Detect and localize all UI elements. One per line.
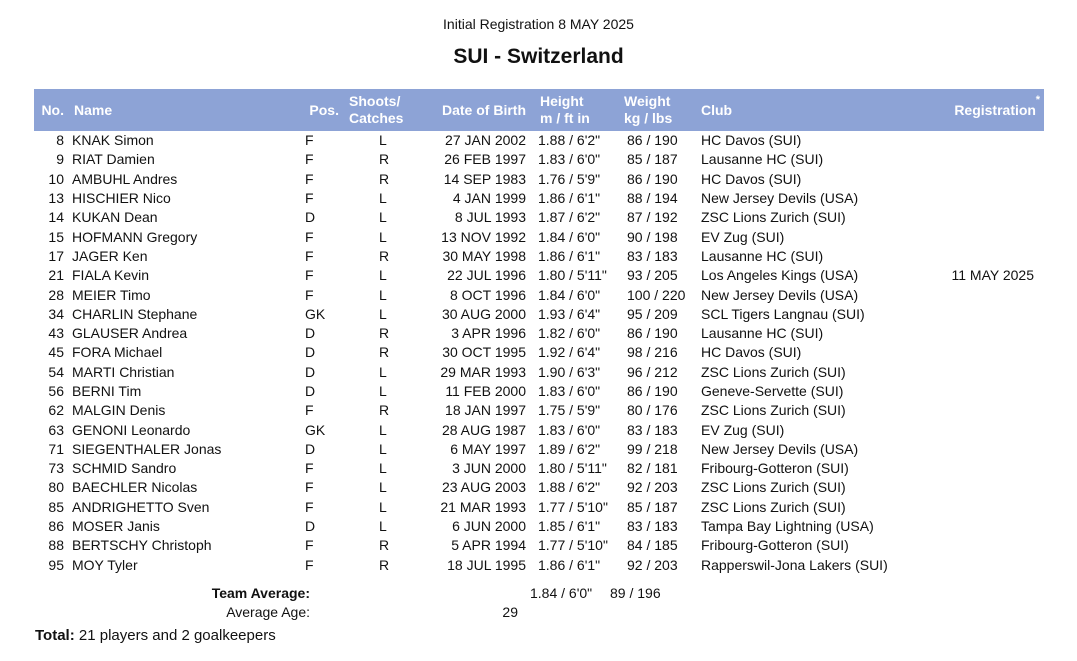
player-club: ZSC Lions Zurich (SUI) (701, 363, 846, 380)
player-shoots: L (379, 518, 387, 535)
column-header-weight (619, 89, 695, 131)
player-position: F (305, 402, 314, 419)
player-height: 1.86 / 6'1" (538, 556, 601, 573)
player-name: SCHMID Sandro (72, 460, 177, 477)
player-registration (935, 285, 1044, 304)
player-position: D (305, 344, 316, 361)
player-position: F (305, 479, 314, 496)
player-height: 1.85 / 6'1" (538, 518, 601, 535)
total-text: 21 players and 2 goalkeepers (74, 627, 276, 644)
height-label: Height (540, 93, 584, 109)
player-shoots: R (379, 402, 390, 419)
player-number: 14 (48, 209, 64, 226)
player-height: 1.88 / 6'2" (538, 132, 601, 149)
player-height: 1.87 / 6'2" (538, 209, 601, 226)
player-club: HC Davos (SUI) (701, 170, 802, 187)
player-date-of-birth: 22 JUL 1996 (447, 267, 526, 284)
player-name: CHARLIN Stephane (72, 305, 198, 322)
player-date-of-birth: 6 MAY 1997 (450, 440, 526, 457)
average-age-value: 29 (502, 604, 518, 620)
player-name: KNAK Simon (72, 132, 154, 149)
player-number: 28 (48, 286, 64, 303)
total-line (35, 627, 276, 644)
player-registration (935, 324, 1044, 343)
player-number: 54 (48, 363, 64, 380)
player-weight: 88 / 194 (627, 190, 678, 207)
player-date-of-birth: 13 NOV 1992 (441, 228, 526, 245)
player-position: F (305, 286, 314, 303)
player-club: New Jersey Devils (USA) (701, 286, 859, 303)
player-club: Los Angeles Kings (USA) (701, 267, 859, 284)
player-height: 1.80 / 5'11" (538, 460, 607, 477)
player-date-of-birth: 18 JAN 1997 (445, 402, 526, 419)
player-registration (935, 536, 1044, 555)
player-name: MOSER Janis (72, 518, 160, 535)
player-name: GLAUSER Andrea (72, 325, 188, 342)
player-registration: 11 MAY 2025 (951, 267, 1034, 284)
table-row (34, 401, 1044, 420)
player-height: 1.76 / 5'9" (538, 170, 601, 187)
player-name: RIAT Damien (72, 151, 155, 168)
player-date-of-birth: 6 JUN 2000 (452, 518, 526, 535)
player-height: 1.75 / 5'9" (538, 402, 601, 419)
player-weight: 86 / 190 (627, 383, 678, 399)
player-shoots: L (379, 383, 387, 399)
player-name: BERNI Tim (72, 383, 142, 399)
player-shoots: R (379, 537, 390, 554)
player-weight: 85 / 187 (627, 498, 678, 515)
player-shoots: R (379, 247, 390, 264)
player-position: GK (305, 305, 326, 322)
player-height: 1.90 / 6'3" (538, 363, 601, 380)
player-club: New Jersey Devils (USA) (701, 190, 859, 207)
player-club: Fribourg-Gotteron (SUI) (701, 460, 849, 477)
player-shoots: R (379, 170, 390, 187)
player-registration (935, 459, 1044, 478)
player-name: AMBUHL Andres (72, 170, 178, 187)
player-date-of-birth: 30 OCT 1995 (442, 344, 526, 361)
player-weight: 85 / 187 (627, 151, 678, 168)
player-registration (935, 498, 1044, 517)
player-position: D (305, 363, 316, 380)
player-position: F (305, 190, 314, 207)
column-header-name: Name (74, 101, 113, 118)
player-date-of-birth: 28 AUG 1987 (441, 421, 526, 438)
catches-label: Catches (349, 110, 404, 126)
player-club: Lausanne HC (SUI) (701, 247, 824, 264)
player-weight: 83 / 183 (627, 247, 678, 264)
player-weight: 83 / 183 (627, 518, 678, 535)
player-shoots: R (379, 151, 390, 168)
roster-table (34, 89, 1044, 575)
player-number: 8 (56, 132, 64, 149)
total-label: Total: (35, 627, 75, 644)
weight-units: kg / lbs (624, 110, 673, 126)
player-number: 80 (48, 479, 64, 496)
table-row (34, 420, 1044, 439)
player-number: 9 (56, 151, 64, 168)
player-height: 1.80 / 5'11" (538, 267, 607, 284)
player-position: F (305, 537, 314, 554)
player-club: EV Zug (SUI) (701, 421, 785, 438)
table-row (34, 227, 1044, 246)
player-position: F (305, 267, 314, 284)
player-registration (935, 343, 1044, 362)
column-header-shoots (345, 89, 413, 131)
table-row (34, 266, 1044, 285)
player-date-of-birth: 11 FEB 2000 (445, 383, 526, 399)
player-number: 43 (48, 325, 64, 342)
player-number: 85 (48, 498, 64, 515)
player-weight: 92 / 203 (627, 556, 678, 573)
player-number: 73 (48, 460, 64, 477)
player-date-of-birth: 23 AUG 2003 (441, 479, 526, 496)
average-age-label: Average Age: (226, 604, 310, 620)
player-registration (935, 420, 1044, 439)
table-row (34, 556, 1044, 575)
column-header-height (534, 89, 619, 131)
player-number: 10 (48, 170, 64, 187)
player-shoots: L (379, 498, 387, 515)
player-name: MEIER Timo (72, 286, 151, 303)
player-height: 1.88 / 6'2" (538, 479, 601, 496)
player-date-of-birth: 4 JAN 1999 (452, 190, 526, 207)
player-number: 15 (48, 228, 64, 245)
player-height: 1.83 / 6'0" (538, 383, 601, 399)
player-position: D (305, 209, 316, 226)
column-header-position: Pos. (309, 101, 339, 118)
player-weight: 90 / 198 (627, 228, 678, 245)
player-weight: 86 / 190 (627, 170, 678, 187)
player-registration (935, 363, 1044, 382)
player-club: ZSC Lions Zurich (SUI) (701, 402, 846, 419)
player-shoots: L (379, 440, 387, 457)
player-number: 56 (48, 383, 64, 399)
player-registration (935, 517, 1044, 536)
team-average-weight: 89 / 196 (610, 585, 661, 601)
player-height: 1.84 / 6'0" (538, 228, 601, 245)
player-club: Rapperswil-Jona Lakers (SUI) (701, 556, 888, 573)
player-height: 1.82 / 6'0" (538, 325, 601, 342)
player-registration (935, 247, 1044, 266)
table-row (34, 440, 1044, 459)
player-shoots: L (379, 190, 387, 207)
table-row (34, 536, 1044, 555)
player-shoots: L (379, 479, 387, 496)
table-row (34, 382, 1044, 401)
player-date-of-birth: 21 MAR 1993 (440, 498, 526, 515)
table-row (34, 517, 1044, 536)
player-weight: 92 / 203 (627, 479, 678, 496)
player-weight: 80 / 176 (627, 402, 678, 419)
player-number: 95 (48, 556, 64, 573)
team-average-label: Team Average: (211, 585, 310, 601)
table-row (34, 170, 1044, 189)
table-row (34, 208, 1044, 227)
player-registration (935, 208, 1044, 227)
player-date-of-birth: 8 OCT 1996 (449, 286, 526, 303)
player-club: HC Davos (SUI) (701, 344, 802, 361)
team-title: SUI - Switzerland (453, 45, 624, 68)
player-position: F (305, 247, 314, 264)
column-header-date-of-birth: Date of Birth (442, 101, 526, 118)
player-weight: 98 / 216 (627, 344, 678, 361)
player-name: BERTSCHY Christoph (72, 537, 212, 554)
player-name: FIALA Kevin (72, 267, 150, 284)
player-number: 88 (48, 537, 64, 554)
player-height: 1.86 / 6'1" (538, 190, 601, 207)
player-position: D (305, 440, 316, 457)
player-club: Geneve-Servette (SUI) (701, 383, 844, 399)
player-club: EV Zug (SUI) (701, 228, 785, 245)
table-row (34, 247, 1044, 266)
player-shoots: L (379, 421, 387, 438)
player-club: ZSC Lions Zurich (SUI) (701, 209, 846, 226)
player-name: MALGIN Denis (72, 402, 166, 419)
player-date-of-birth: 26 FEB 1997 (444, 151, 526, 168)
player-name: ANDRIGHETTO Sven (72, 498, 210, 515)
player-shoots: R (379, 325, 390, 342)
team-average-height: 1.84 / 6'0" (530, 585, 593, 601)
player-name: FORA Michael (72, 344, 163, 361)
player-registration (935, 382, 1044, 401)
player-name: BAECHLER Nicolas (72, 479, 198, 496)
table-row (34, 324, 1044, 343)
player-name: HOFMANN Gregory (72, 228, 198, 245)
player-date-of-birth: 29 MAR 1993 (440, 363, 526, 380)
table-row (34, 498, 1044, 517)
player-weight: 96 / 212 (627, 363, 678, 380)
player-name: GENONI Leonardo (72, 421, 191, 438)
player-date-of-birth: 14 SEP 1983 (443, 170, 526, 187)
player-club: HC Davos (SUI) (701, 132, 802, 149)
player-weight: 100 / 220 (627, 286, 686, 303)
player-height: 1.86 / 6'1" (538, 247, 601, 264)
player-position: F (305, 170, 314, 187)
player-number: 45 (48, 344, 64, 361)
player-date-of-birth: 3 JUN 2000 (452, 460, 526, 477)
player-name: MOY Tyler (72, 556, 138, 573)
player-weight: 84 / 185 (627, 537, 678, 554)
player-weight: 95 / 209 (627, 305, 678, 322)
player-club: Lausanne HC (SUI) (701, 325, 824, 342)
player-name: JAGER Ken (72, 247, 148, 264)
player-shoots: L (379, 267, 387, 284)
player-height: 1.84 / 6'0" (538, 286, 601, 303)
table-row (34, 131, 1044, 150)
table-row (34, 305, 1044, 324)
player-position: D (305, 325, 316, 342)
player-number: 34 (48, 305, 64, 322)
table-row (34, 478, 1044, 497)
player-height: 1.77 / 5'10" (538, 498, 608, 515)
column-header-club: Club (701, 101, 733, 118)
player-registration (935, 170, 1044, 189)
player-position: F (305, 132, 314, 149)
column-header-registration (935, 89, 1044, 131)
player-number: 71 (48, 440, 64, 457)
player-registration (935, 401, 1044, 420)
player-number: 63 (48, 421, 64, 438)
player-height: 1.89 / 6'2" (538, 440, 601, 457)
player-height: 1.77 / 5'10" (538, 537, 608, 554)
player-date-of-birth: 30 MAY 1998 (442, 247, 526, 264)
player-club: New Jersey Devils (USA) (701, 440, 859, 457)
player-registration (935, 150, 1044, 169)
player-shoots: L (379, 305, 387, 322)
player-height: 1.83 / 6'0" (538, 421, 601, 438)
weight-label: Weight (624, 93, 671, 109)
player-weight: 99 / 218 (627, 440, 678, 457)
player-shoots: L (379, 209, 387, 226)
player-registration (935, 440, 1044, 459)
player-position: F (305, 498, 314, 515)
player-weight: 82 / 181 (627, 460, 678, 477)
player-club: ZSC Lions Zurich (SUI) (701, 498, 846, 515)
player-name: KUKAN Dean (72, 209, 158, 226)
player-date-of-birth: 30 AUG 2000 (441, 305, 526, 322)
player-club: SCL Tigers Langnau (SUI) (701, 305, 865, 322)
player-date-of-birth: 5 APR 1994 (451, 537, 526, 554)
player-name: SIEGENTHALER Jonas (72, 440, 222, 457)
player-weight: 86 / 190 (627, 132, 678, 149)
player-shoots: L (379, 132, 387, 149)
table-row (34, 189, 1044, 208)
player-shoots: R (379, 344, 390, 361)
player-number: 17 (48, 247, 64, 264)
player-position: F (305, 460, 314, 477)
player-club: Tampa Bay Lightning (USA) (701, 518, 874, 535)
player-shoots: R (379, 556, 390, 573)
player-registration (935, 556, 1044, 575)
player-number: 86 (48, 518, 64, 535)
player-position: F (305, 556, 314, 573)
player-shoots: L (379, 228, 387, 245)
player-height: 1.83 / 6'0" (538, 151, 601, 168)
player-date-of-birth: 18 JUL 1995 (447, 556, 526, 573)
player-date-of-birth: 8 JUL 1993 (454, 209, 526, 226)
height-units: m / ft in (540, 110, 590, 126)
player-club: Lausanne HC (SUI) (701, 151, 824, 168)
roster-body (34, 131, 1044, 575)
table-row (34, 150, 1044, 169)
player-club: ZSC Lions Zurich (SUI) (701, 479, 846, 496)
player-weight: 86 / 190 (627, 325, 678, 342)
player-number: 62 (48, 402, 64, 419)
player-weight: 83 / 183 (627, 421, 678, 438)
player-shoots: L (379, 363, 387, 380)
table-row (34, 459, 1044, 478)
player-name: HISCHIER Nico (72, 190, 171, 207)
player-height: 1.93 / 6'4" (538, 305, 601, 322)
column-header-number: No. (41, 101, 64, 118)
player-weight: 87 / 192 (627, 209, 678, 226)
registration-date-line: Initial Registration 8 MAY 2025 (443, 16, 634, 32)
player-position: D (305, 383, 316, 399)
player-position: F (305, 151, 314, 168)
player-height: 1.92 / 6'4" (538, 344, 601, 361)
player-registration (935, 227, 1044, 246)
player-registration (935, 478, 1044, 497)
player-registration (935, 305, 1044, 324)
table-row (34, 343, 1044, 362)
player-position: GK (305, 421, 326, 438)
player-shoots: L (379, 286, 387, 303)
registration-label: Registration (954, 101, 1036, 118)
player-registration (935, 189, 1044, 208)
table-row (34, 285, 1044, 304)
player-weight: 93 / 205 (627, 267, 678, 284)
player-registration (935, 131, 1044, 150)
player-number: 21 (48, 267, 64, 284)
player-position: D (305, 518, 316, 535)
registration-footnote-mark: * (1035, 94, 1040, 106)
player-position: F (305, 228, 314, 245)
player-name: MARTI Christian (72, 363, 175, 380)
player-number: 13 (48, 190, 64, 207)
player-date-of-birth: 27 JAN 2002 (445, 132, 526, 149)
roster-header (34, 89, 1044, 131)
player-shoots: L (379, 460, 387, 477)
table-row (34, 363, 1044, 382)
player-date-of-birth: 3 APR 1996 (451, 325, 526, 342)
shoots-label: Shoots/ (349, 93, 401, 109)
player-club: Fribourg-Gotteron (SUI) (701, 537, 849, 554)
